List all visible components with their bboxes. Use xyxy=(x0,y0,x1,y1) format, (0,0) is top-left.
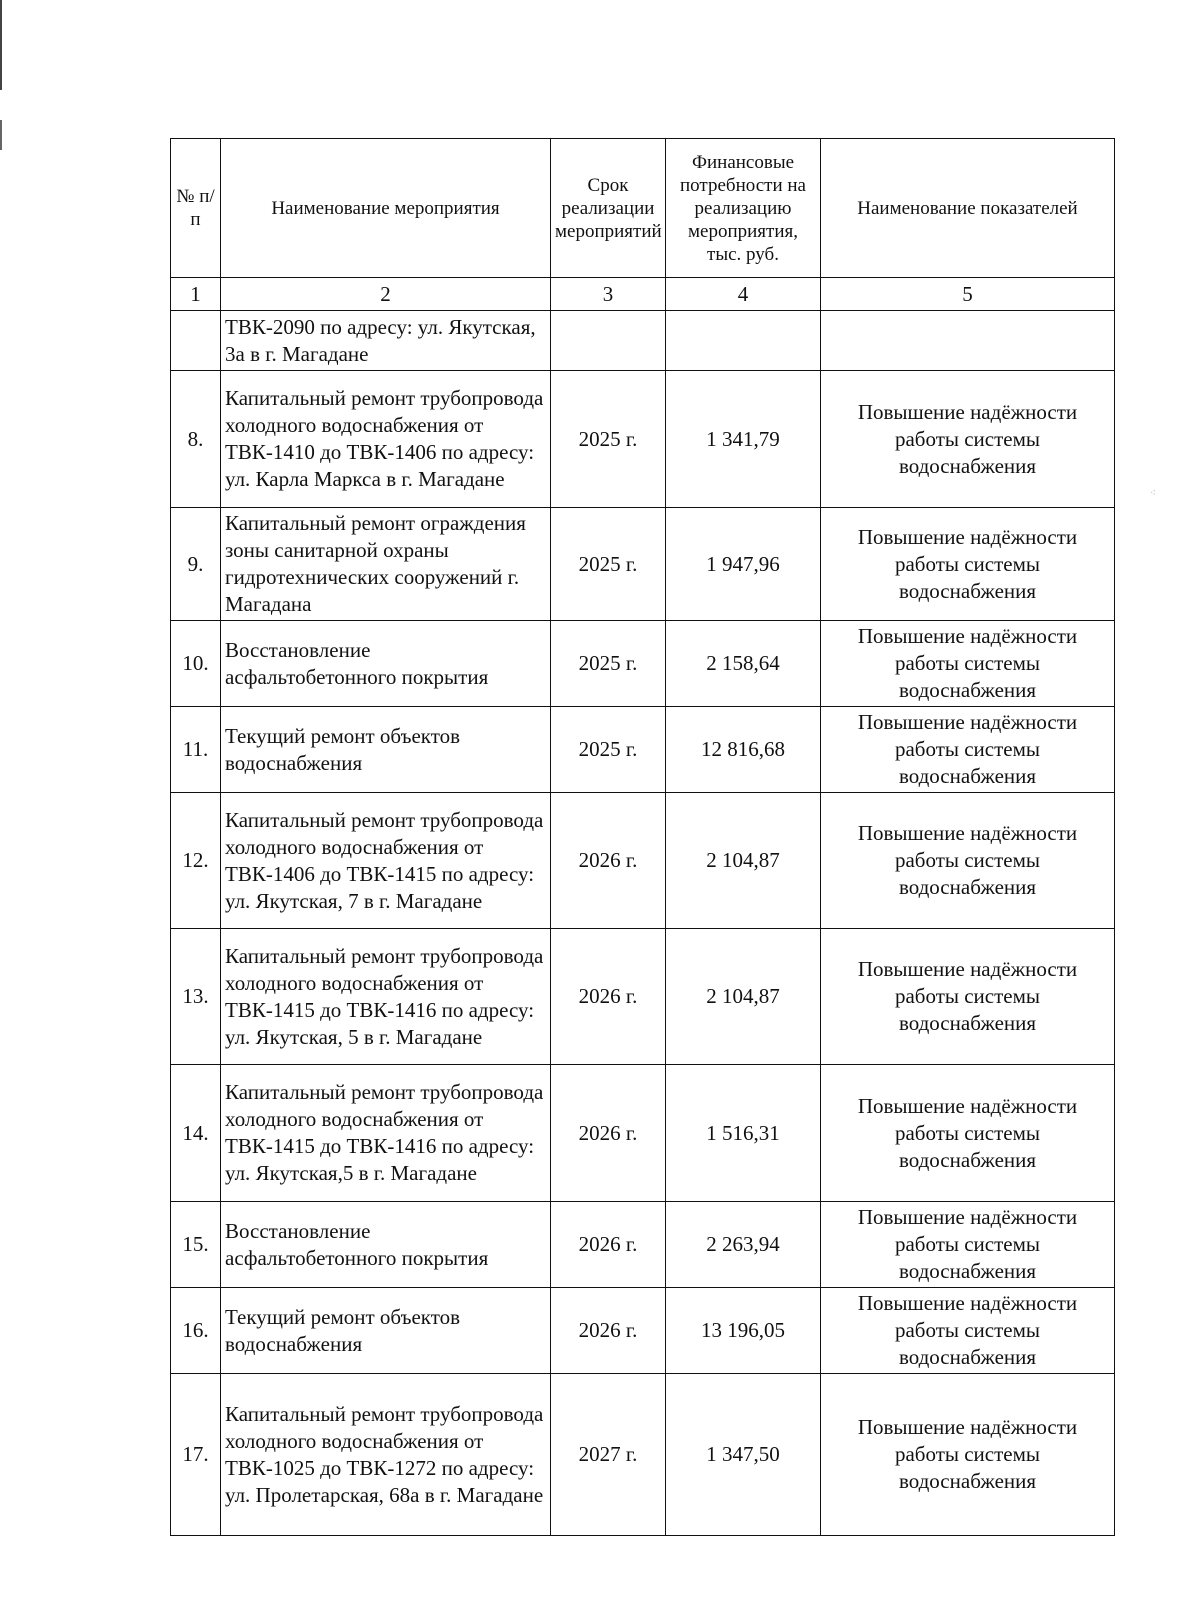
row-sum: 2 104,87 xyxy=(666,929,821,1065)
row-name: Капитальный ремонт ограждения зоны санитарной охраны гидротехнических сооружений г. Магадана xyxy=(221,508,551,621)
table-row xyxy=(171,1288,1115,1374)
table-row xyxy=(171,371,1115,508)
row-sum: 1 341,79 xyxy=(666,371,821,508)
row-year: 2025 г. xyxy=(551,621,666,707)
table-row xyxy=(171,793,1115,929)
row-year: 2026 г. xyxy=(551,1288,666,1374)
row-indicator: Повышение надёжности работы системы водоснабжения xyxy=(821,707,1115,793)
table-row xyxy=(171,1202,1115,1288)
row-name: Восстановление асфальтобетонного покрытия xyxy=(221,1202,551,1288)
table-row xyxy=(171,621,1115,707)
header-num: № п/п xyxy=(171,139,221,278)
row-num: 9. xyxy=(171,508,221,621)
row-year: 2025 г. xyxy=(551,371,666,508)
column-number: 1 xyxy=(171,278,221,311)
row-sum: 1 947,96 xyxy=(666,508,821,621)
column-number: 2 xyxy=(221,278,551,311)
row-name: Капитальный ремонт трубопровода холодного водоснабжения от ТВК-1025 до ТВК-1272 по адресу: ул. Пролетарская, 68а в г. Магадане xyxy=(221,1374,551,1536)
row-name: ТВК-2090 по адресу: ул. Якутская, 3а в г. Магадане xyxy=(221,311,551,371)
measures-table xyxy=(170,138,1115,1536)
row-name: Капитальный ремонт трубопровода холодного водоснабжения от ТВК-1410 до ТВК-1406 по адресу: ул. Карла Маркса в г. Магадане xyxy=(221,371,551,508)
table-header-row xyxy=(171,139,1115,278)
row-sum xyxy=(666,311,821,371)
row-sum: 1 516,31 xyxy=(666,1065,821,1202)
row-indicator: Повышение надёжности работы системы водоснабжения xyxy=(821,1374,1115,1536)
row-num: 12. xyxy=(171,793,221,929)
row-indicator: Повышение надёжности работы системы водоснабжения xyxy=(821,1202,1115,1288)
table-row xyxy=(171,508,1115,621)
row-name: Текущий ремонт объектов водоснабжения xyxy=(221,1288,551,1374)
row-indicator: Повышение надёжности работы системы водоснабжения xyxy=(821,1288,1115,1374)
table-row xyxy=(171,929,1115,1065)
row-sum: 2 263,94 xyxy=(666,1202,821,1288)
row-sum: 12 816,68 xyxy=(666,707,821,793)
row-indicator: Повышение надёжности работы системы водоснабжения xyxy=(821,793,1115,929)
row-name: Восстановление асфальтобетонного покрытия xyxy=(221,621,551,707)
row-num: 14. xyxy=(171,1065,221,1202)
row-year: 2025 г. xyxy=(551,508,666,621)
row-num: 16. xyxy=(171,1288,221,1374)
row-year: 2025 г. xyxy=(551,707,666,793)
row-year: 2026 г. xyxy=(551,1202,666,1288)
table-row xyxy=(171,707,1115,793)
header-finance: Финансовые потребности на реализацию мероприятия, тыс. руб. xyxy=(666,139,821,278)
row-sum: 1 347,50 xyxy=(666,1374,821,1536)
row-indicator: Повышение надёжности работы системы водоснабжения xyxy=(821,1065,1115,1202)
row-indicator: Повышение надёжности работы системы водоснабжения xyxy=(821,621,1115,707)
row-year: 2026 г. xyxy=(551,793,666,929)
row-sum: 2 158,64 xyxy=(666,621,821,707)
row-name: Капитальный ремонт трубопровода холодного водоснабжения от ТВК-1406 до ТВК-1415 по адресу: ул. Якутская, 7 в г. Магадане xyxy=(221,793,551,929)
row-name: Капитальный ремонт трубопровода холодного водоснабжения от ТВК-1415 до ТВК-1416 по адресу: ул. Якутская, 5 в г. Магадане xyxy=(221,929,551,1065)
row-indicator: Повышение надёжности работы системы водоснабжения xyxy=(821,508,1115,621)
column-number: 5 xyxy=(821,278,1115,311)
row-name: Текущий ремонт объектов водоснабжения xyxy=(221,707,551,793)
scan-speck: ⁖ xyxy=(1150,488,1156,499)
row-indicator xyxy=(821,311,1115,371)
scan-edge-mark xyxy=(0,120,2,150)
row-num: 11. xyxy=(171,707,221,793)
column-number-row xyxy=(171,278,1115,311)
header-term: Срок реализации мероприятий xyxy=(551,139,666,278)
table-row xyxy=(171,311,1115,371)
row-num: 15. xyxy=(171,1202,221,1288)
row-year xyxy=(551,311,666,371)
scan-edge-mark xyxy=(0,0,6,90)
row-sum: 13 196,05 xyxy=(666,1288,821,1374)
row-num: 10. xyxy=(171,621,221,707)
row-num xyxy=(171,311,221,371)
row-name: Капитальный ремонт трубопровода холодного водоснабжения от ТВК-1415 до ТВК-1416 по адресу: ул. Якутская,5 в г. Магадане xyxy=(221,1065,551,1202)
row-year: 2027 г. xyxy=(551,1374,666,1536)
header-name: Наименование мероприятия xyxy=(221,139,551,278)
table-row xyxy=(171,1374,1115,1536)
row-sum: 2 104,87 xyxy=(666,793,821,929)
row-indicator: Повышение надёжности работы системы водоснабжения xyxy=(821,371,1115,508)
column-number: 4 xyxy=(666,278,821,311)
table-row xyxy=(171,1065,1115,1202)
row-year: 2026 г. xyxy=(551,1065,666,1202)
row-num: 17. xyxy=(171,1374,221,1536)
column-number: 3 xyxy=(551,278,666,311)
row-num: 8. xyxy=(171,371,221,508)
row-indicator: Повышение надёжности работы системы водоснабжения xyxy=(821,929,1115,1065)
header-indicator: Наименование показателей xyxy=(821,139,1115,278)
row-num: 13. xyxy=(171,929,221,1065)
row-year: 2026 г. xyxy=(551,929,666,1065)
